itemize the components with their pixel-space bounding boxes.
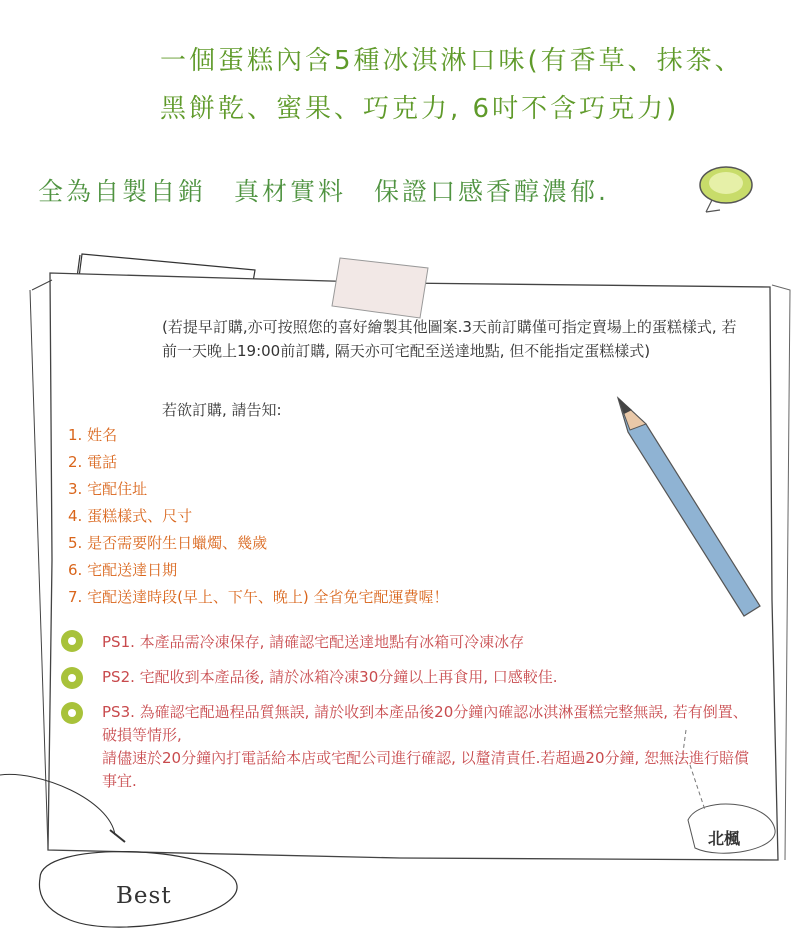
bullet-icon — [58, 664, 86, 692]
list-item: 3. 宅配住址 — [68, 480, 148, 498]
bullet-icon — [58, 699, 86, 727]
order-prompt: 若欲訂購, 請告知: — [162, 401, 282, 419]
order-info-list — [68, 422, 449, 611]
list-item: 7. 宅配送達時段(早上、下午、晚上) 全省免宅配運費喔！ — [68, 588, 449, 606]
list-item: 2. 電話 — [68, 453, 118, 471]
balloon-drawing — [700, 167, 752, 212]
bullet-icon — [58, 627, 86, 655]
list-item: 5. 是否需要附生日蠟燭、幾歲 — [68, 534, 268, 552]
ps1-note: PS1. 本產品需冷凍保存, 請確認宅配送達地點有冰箱可冷凍冰存 — [102, 633, 525, 651]
ps3-note-line: PS3. 為確認宅配過程品質無誤, 請於收到本產品後20分鐘內確認冰淇淋蛋糕完整無誤, 若有倒置、破損等情形, — [102, 703, 748, 744]
tagline: 全為自製自銷 真材實料 保證口感香醇濃郁. — [38, 177, 609, 206]
order-intro: (若提早訂購,亦可按照您的喜好繪製其他圖案.3天前訂購僅可指定賣場上的蛋糕樣式, 若前一天晚上19:00前訂購, 隔天亦可宅配至送達地點, 但不能指定蛋糕樣式) — [162, 318, 737, 360]
best-badge: Best — [116, 883, 172, 909]
ps3-note-line: 請儘速於20分鐘內打電話給本店或宅配公司進行確認, 以釐清責任.若超過20分鐘, 恕無法進行賠償事宜. — [102, 749, 750, 790]
list-item: 1. 姓名 — [68, 426, 118, 444]
signature: 北楓 — [708, 829, 741, 848]
ps2-note: PS2. 宅配收到本產品後, 請於冰箱冷凍30分鐘以上再食用, 口感較佳. — [102, 668, 558, 686]
headline-line-1: 一個蛋糕內含5種冰淇淋口味(有香草、抹茶、 — [160, 46, 744, 76]
list-item: 4. 蛋糕樣式、尺寸 — [68, 507, 193, 525]
ps3-note — [102, 701, 752, 793]
headline-line-2: 黑餅乾、蜜果、巧克力, 6吋不含巧克力) — [160, 94, 680, 124]
list-item: 6. 宅配送達日期 — [68, 561, 178, 579]
